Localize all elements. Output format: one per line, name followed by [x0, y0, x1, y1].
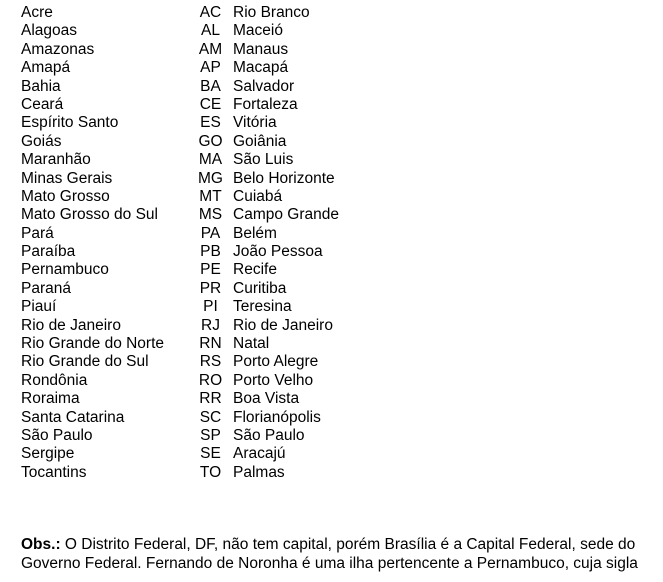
state-capital: Palmas — [233, 463, 285, 481]
state-row — [21, 464, 661, 482]
state-abbreviation: ES — [200, 114, 221, 132]
state-abbreviation: PB — [200, 243, 221, 261]
state-abbreviation: RN — [199, 335, 222, 353]
state-name: Rondônia — [21, 371, 88, 389]
state-capital: Manaus — [233, 40, 289, 58]
state-capital: Rio de Janeiro — [233, 316, 333, 334]
state-row — [21, 372, 661, 390]
state-capital: Curitiba — [233, 279, 287, 297]
state-name: Paraíba — [21, 243, 76, 261]
state-row — [21, 206, 661, 224]
state-capital: Natal — [233, 335, 270, 353]
state-name: Acre — [21, 4, 53, 21]
state-capital: Recife — [233, 261, 277, 279]
observation-label: Obs.: — [21, 536, 61, 553]
state-capital: Porto Velho — [233, 371, 314, 389]
state-name: Ceará — [21, 95, 64, 113]
state-name: Rio Grande do Sul — [21, 353, 149, 371]
state-name: Alagoas — [21, 22, 78, 40]
state-capital: Rio Branco — [233, 4, 310, 21]
state-row — [21, 59, 661, 77]
states-table — [21, 4, 661, 482]
state-row — [21, 41, 661, 59]
observation-note — [21, 536, 663, 573]
state-name: Tocantins — [21, 463, 87, 481]
state-row — [21, 390, 661, 408]
state-capital: João Pessoa — [233, 243, 323, 261]
state-abbreviation: GO — [198, 132, 223, 150]
state-name: Amapá — [21, 59, 71, 77]
state-abbreviation: MA — [198, 151, 223, 169]
state-abbreviation: AM — [198, 40, 223, 58]
state-name: Amazonas — [21, 40, 95, 58]
state-abbreviation: MT — [199, 187, 222, 205]
state-abbreviation: RJ — [201, 316, 220, 334]
state-abbreviation: AC — [199, 4, 222, 21]
state-capital: Belém — [233, 224, 277, 242]
state-row — [21, 96, 661, 114]
state-abbreviation: PR — [199, 279, 222, 297]
state-name: Goiás — [21, 132, 62, 150]
observation-line-1 — [21, 536, 663, 555]
state-abbreviation: SE — [200, 445, 221, 463]
state-abbreviation: MG — [198, 169, 223, 187]
state-abbreviation: RR — [199, 390, 222, 408]
state-row — [21, 409, 661, 427]
state-abbreviation: PA — [200, 224, 221, 242]
state-abbreviation: BA — [200, 77, 221, 95]
state-row — [21, 225, 661, 243]
state-capital: Aracajú — [233, 445, 286, 463]
state-abbreviation: SP — [200, 426, 221, 444]
state-row — [21, 22, 661, 40]
state-name: Paraná — [21, 279, 71, 297]
state-abbreviation: RO — [198, 371, 223, 389]
observation-line-2: Governo Federal. Fernando de Noronha é uma ilha pertencente a Pernambuco, cuja sigla — [21, 554, 638, 572]
state-capital: Boa Vista — [233, 390, 300, 408]
state-row — [21, 445, 661, 463]
state-name: Mato Grosso do Sul — [21, 206, 158, 224]
state-abbreviation: TO — [199, 463, 222, 481]
state-row — [21, 78, 661, 96]
state-row — [21, 261, 661, 279]
state-row — [21, 114, 661, 132]
state-row — [21, 133, 661, 151]
state-name: Santa Catarina — [21, 408, 125, 426]
state-capital: Macapá — [233, 59, 289, 77]
state-row — [21, 243, 661, 261]
state-name: Pará — [21, 224, 54, 242]
state-name: Pernambuco — [21, 261, 109, 279]
state-name: Mato Grosso — [21, 187, 110, 205]
state-abbreviation: SC — [199, 408, 222, 426]
state-row — [21, 188, 661, 206]
state-abbreviation: PE — [200, 261, 221, 279]
state-name: Maranhão — [21, 151, 91, 169]
state-row — [21, 427, 661, 445]
state-name: Bahia — [21, 77, 61, 95]
state-capital: Vitória — [233, 114, 277, 132]
state-capital: Porto Alegre — [233, 353, 319, 371]
state-capital: Goiânia — [233, 132, 287, 150]
state-abbreviation: MS — [198, 206, 223, 224]
state-name: Roraima — [21, 390, 80, 408]
state-row — [21, 280, 661, 298]
observation-text-1: O Distrito Federal, DF, não tem capital, porém Brasília é a Capital Federal, sede do — [60, 536, 636, 553]
state-capital: Campo Grande — [233, 206, 339, 224]
state-name: Sergipe — [21, 445, 75, 463]
state-name: São Paulo — [21, 426, 93, 444]
state-capital: Fortaleza — [233, 95, 298, 113]
state-row — [21, 317, 661, 335]
state-capital: Salvador — [233, 77, 295, 95]
state-row — [21, 335, 661, 353]
state-capital: Teresina — [233, 298, 292, 316]
state-row — [21, 151, 661, 169]
state-name: Espírito Santo — [21, 114, 119, 132]
state-capital: Florianópolis — [233, 408, 321, 426]
state-abbreviation: AL — [201, 22, 220, 40]
state-capital: Maceió — [233, 22, 283, 40]
state-abbreviation: AP — [200, 59, 221, 77]
state-capital: São Luis — [233, 151, 294, 169]
state-row — [21, 298, 661, 316]
state-row — [21, 4, 661, 22]
state-name: Piauí — [21, 298, 57, 316]
state-name: Rio de Janeiro — [21, 316, 121, 334]
state-capital: São Paulo — [233, 426, 305, 444]
state-name: Rio Grande do Norte — [21, 335, 165, 353]
state-abbreviation: CE — [199, 95, 222, 113]
state-name: Minas Gerais — [21, 169, 113, 187]
state-row — [21, 353, 661, 371]
state-row — [21, 170, 661, 188]
state-capital: Cuiabá — [233, 187, 283, 205]
state-abbreviation: RS — [199, 353, 222, 371]
state-abbreviation: PI — [203, 298, 218, 316]
state-capital: Belo Horizonte — [233, 169, 335, 187]
